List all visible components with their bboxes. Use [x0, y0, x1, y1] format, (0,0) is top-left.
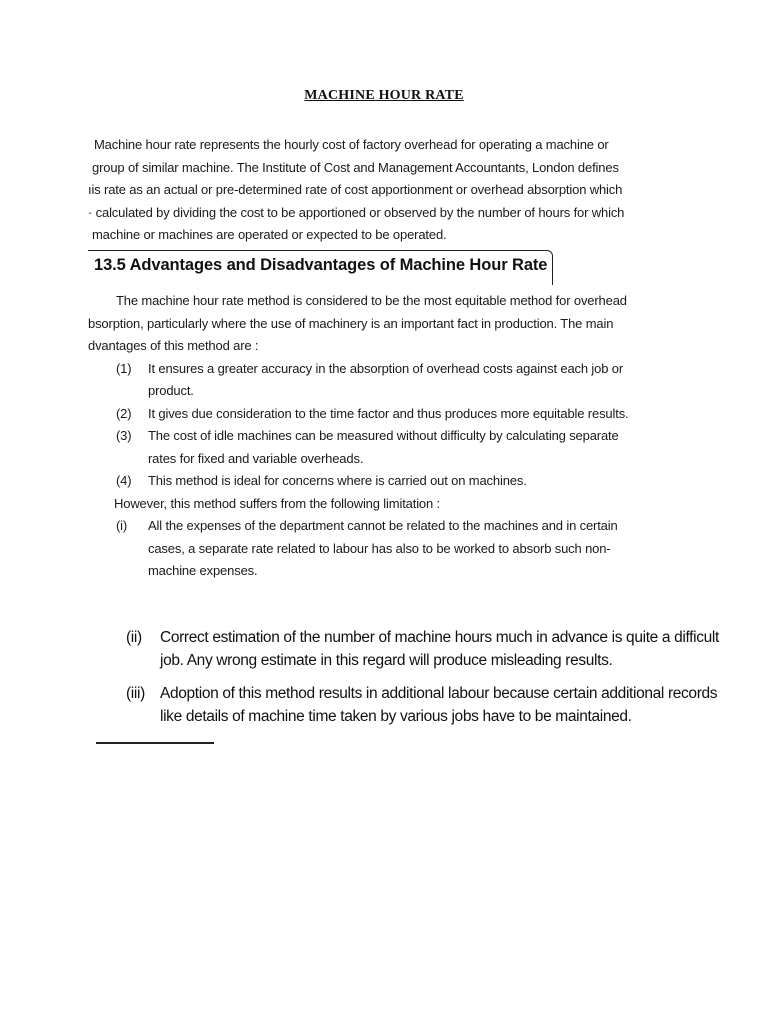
advantage-item	[92, 425, 662, 470]
intro-line: machine or machines are operated or expected to be operated.	[92, 227, 447, 242]
item-text: product.	[148, 383, 194, 398]
item-number: (4)	[116, 473, 132, 488]
limitation-item	[92, 515, 662, 583]
limitation-intro: However, this method suffers from the following limitation :	[114, 495, 441, 511]
more-limitations	[126, 626, 719, 738]
limitation-item	[126, 682, 718, 728]
item-text: Adoption of this method results in additional labour because certain additional records	[160, 685, 718, 702]
item-number: (1)	[116, 360, 132, 376]
intro-line: ıis rate as an actual or pre-determined rate of cost apportionment or overhead absorption which	[88, 182, 623, 197]
advantage-item	[92, 470, 662, 493]
item-text: rates for fixed and variable overheads.	[148, 450, 364, 466]
item-number: (ii)	[126, 629, 142, 646]
limitation-item	[126, 626, 719, 672]
item-text: job. Any wrong estimate in this regard will produce misleading results.	[160, 652, 613, 669]
item-text: It ensures a greater accuracy in the absorption of overhead costs against each job or	[148, 360, 624, 376]
item-text: cases, a separate rate related to labour has also to be worked to absorb such non-	[148, 540, 611, 556]
item-text: All the expenses of the department cannot be related to the machines and in certain	[148, 518, 618, 533]
item-text: The cost of idle machines can be measured without difficulty by calculating separate	[148, 428, 619, 443]
item-text: like details of machine time taken by various jobs have to be maintained.	[160, 708, 632, 725]
intro-paragraph	[88, 134, 664, 247]
section-paragraph-line: The machine hour rate method is considered to be the most equitable method for overhead	[116, 293, 627, 308]
item-text: Correct estimation of the number of machine hours much in advance is quite a difficult	[160, 629, 719, 646]
intro-line: Machine hour rate represents the hourly cost of factory overhead for operating a machine or	[94, 137, 609, 152]
advantages-section	[88, 290, 662, 583]
advantage-item	[92, 403, 662, 426]
advantage-item	[92, 358, 662, 403]
item-number: (iii)	[126, 685, 145, 702]
item-text: This method is ideal for concerns where is carried out on machines.	[148, 473, 527, 488]
item-number: (2)	[116, 405, 132, 421]
item-number: (i)	[116, 518, 128, 533]
intro-line: · calculated by dividing the cost to be apportioned or observed by the number of hours for which	[88, 204, 625, 220]
page-title: MACHINE HOUR RATE	[304, 88, 464, 103]
section-paragraph-line: dvantages of this method are :	[88, 338, 259, 353]
section-paragraph-line: bsorption, particularly where the use of machinery is an important fact in production. The main	[88, 315, 614, 331]
intro-line: group of similar machine. The Institute of Cost and Management Accountants, London defines	[92, 159, 619, 175]
item-number: (3)	[116, 428, 132, 443]
item-text: machine expenses.	[148, 563, 258, 578]
item-text: It gives due consideration to the time factor and thus produces more equitable results.	[148, 405, 629, 421]
section-heading: 13.5 Advantages and Disadvantages of Machine Hour Rate	[94, 256, 548, 274]
footnote-rule	[96, 742, 214, 744]
